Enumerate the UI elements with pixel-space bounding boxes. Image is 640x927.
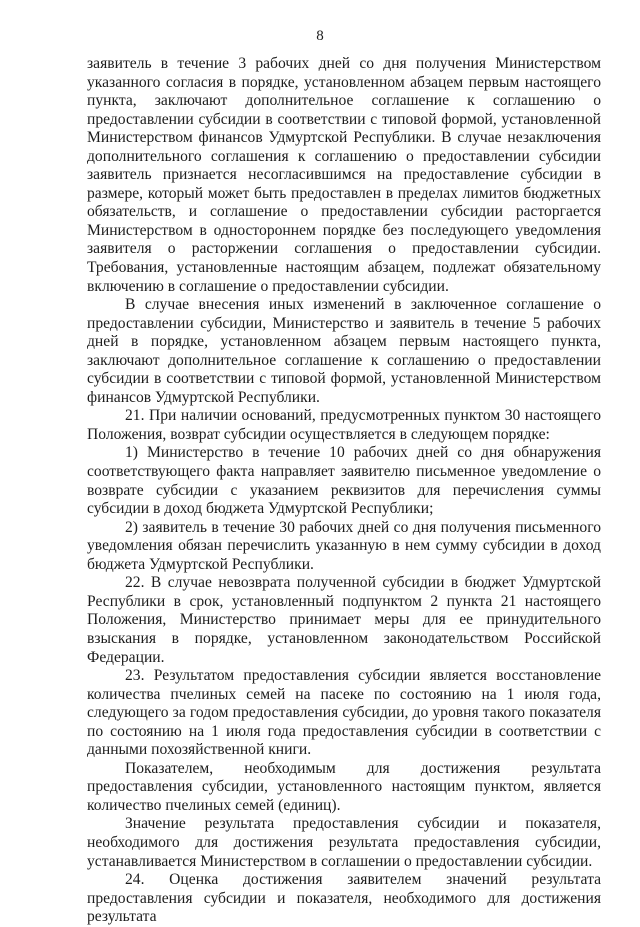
page-number: 8 [316,28,324,44]
paragraph-item-21-1: 1) Министерство в течение 10 рабочих дней со дня обнаружения соответствующего факта направляет заявителю письменное уведомление о возврате субсидии с указанием реквизитов для перечисления суммы субсидии в доход бюджета Удмуртской Республики; [87,444,601,518]
paragraph-continuation: заявитель в течение 3 рабочих дней со дня получения Министерством указанного согласия в порядке, установленном абзацем первым настоящего пункта, заключают дополнительное соглашение к соглашению о предоставлении субсидии в соответствии с типовой формой, установленной Министерством финансов Удмуртской Республики. В случае незаключения дополнительного соглашения к соглашению о предоставлении субсидии заявитель признается несогласившимся на предоставление субсидии в размере, который может быть предоставлен в пределах лимитов бюджетных обязательств, и соглашение о предоставлении субсидии расторгается Министерством в одностороннем порядке без последующего уведомления заявителя о расторжении соглашения о предоставлении субсидии. Требования, установленные настоящим абзацем, подлежат обязательному включению в соглашение о предоставлении субсидии. [87,55,601,295]
paragraph-item-23: 23. Результатом предоставления субсидии является восстановление количества пчелиных семей на пасеке по состоянию на 1 июля года, следующего за годом предоставления субсидии, до уровня такого показателя по состоянию на 1 июля года предоставления субсидии в соответствии с данными похозяйственной книги. [87,667,601,759]
paragraph-item-21-2: 2) заявитель в течение 30 рабочих дней со дня получения письменного уведомления обязан перечислить указанную в нем сумму субсидии в доход бюджета Удмуртской Республики. [87,518,601,573]
paragraph-item-24: 24. Оценка достижения заявителем значений результата предоставления субсидии и показателя, необходимого для достижения результата [87,871,601,926]
paragraph-value-setting: Значение результата предоставления субсидии и показателя, необходимого для достижения результата предоставления субсидии, устанавливается Министерством в соглашении о предоставлении субсидии. [87,815,601,870]
paragraph-item-21: 21. При наличии оснований, предусмотренных пунктом 30 настоящего Положения, возврат субсидии осуществляется в следующем порядке: [87,407,601,443]
paragraph-indicator: Показателем, необходимым для достижения результата предоставления субсидии, установленного настоящим пунктом, является количество пчелиных семей (единиц). [87,759,601,814]
paragraph-other-changes: В случае внесения иных изменений в заключенное соглашение о предоставлении субсидии, Министерство и заявитель в течение 5 рабочих дней в порядке, установленном абзацем первым настоящего пункта, заключают дополнительное соглашение к соглашению о предоставлении субсидии в соответствии с типовой формой, установленной Министерством финансов Удмуртской Республики. [87,296,601,406]
paragraph-item-22: 22. В случае невозврата полученной субсидии в бюджет Удмуртской Республики в срок, установленный подпунктом 2 пункта 21 настоящего Положения, Министерство принимает меры для ее принудительного взыскания в порядке, установленном законодательством Российской Федерации. [87,574,601,666]
document-body [87,55,601,927]
